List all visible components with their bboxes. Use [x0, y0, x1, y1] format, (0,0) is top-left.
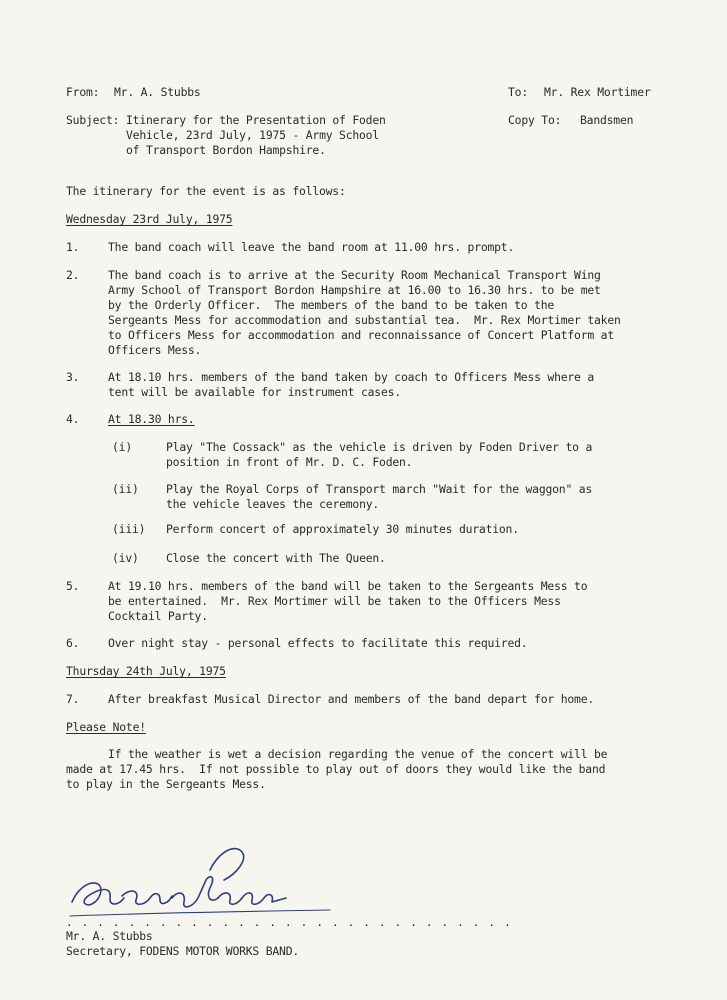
signatory-title: Secretary, FODENS MOTOR WORKS BAND.: [66, 944, 300, 958]
item-2-number: 2.: [66, 268, 80, 282]
item-2-line: by the Orderly Officer. The members of the band to be taken to the: [108, 298, 555, 312]
signatory-name: Mr. A. Stubbs: [66, 929, 153, 943]
item-2-line: to Officers Mess for accommodation and reconnaissance of Concert Platform at: [108, 328, 614, 342]
to-label: To:: [508, 85, 528, 99]
item-4-number: 4.: [66, 412, 80, 426]
subitem-iii-number: (iii): [112, 522, 146, 536]
subitem-ii-number: (ii): [112, 482, 139, 496]
item-6-line: Over night stay - personal effects to facilitate this required.: [108, 636, 528, 650]
item-3-line: tent will be available for instrument cases.: [108, 385, 401, 399]
item-4-heading: At 18.30 hrs.: [108, 412, 195, 426]
from-name: Mr. A. Stubbs: [114, 85, 201, 99]
copy-name: Bandsmen: [580, 113, 634, 127]
to-name: Mr. Rex Mortimer: [544, 85, 651, 99]
subitem-ii-line: the vehicle leaves the ceremony.: [166, 497, 380, 511]
day1-heading: Wednesday 23rd July, 1975: [66, 212, 233, 226]
note-line: made at 17.45 hrs. If not possible to play out of doors they would like the band: [66, 762, 606, 776]
item-2-line: Officers Mess.: [108, 343, 202, 357]
item-3-number: 3.: [66, 370, 80, 384]
subject-line-1: Itinerary for the Presentation of Foden: [126, 113, 386, 127]
item-5-line: Cocktail Party.: [108, 609, 208, 623]
subitem-i-line: position in front of Mr. D. C. Foden.: [166, 455, 413, 469]
subject-label: Subject:: [66, 113, 120, 127]
item-2-line: The band coach is to arrive at the Security Room Mechanical Transport Wing: [108, 268, 601, 282]
item-5-line: be entertained. Mr. Rex Mortimer will be taken to the Officers Mess: [108, 594, 561, 608]
subject-line-2: Vehicle, 23rd July, 1975 - Army School: [126, 128, 379, 142]
subitem-iii-line: Perform concert of approximately 30 minutes duration.: [166, 522, 519, 536]
day2-heading: Thursday 24th July, 1975: [66, 664, 226, 678]
item-1-line: The band coach will leave the band room at 11.00 hrs. prompt.: [108, 240, 515, 254]
note-line: to play in the Sergeants Mess.: [66, 777, 266, 791]
subitem-iv-number: (iv): [112, 551, 139, 565]
item-5-line: At 19.10 hrs. members of the band will be taken to the Sergeants Mess to: [108, 579, 588, 593]
item-7-number: 7.: [66, 692, 80, 706]
subitem-i-line: Play "The Cossack" as the vehicle is driven by Foden Driver to a: [166, 440, 593, 454]
item-7-line: After breakfast Musical Director and members of the band depart for home.: [108, 692, 595, 706]
signature-dotted-line: . . . . . . . . . . . . . . . . . . . . . . . . . . . . .: [66, 916, 512, 929]
note-line: If the weather is wet a decision regarding the venue of the concert will be: [108, 747, 608, 761]
item-5-number: 5.: [66, 579, 80, 593]
item-2-line: Army School of Transport Bordon Hampshire at 16.00 to 16.30 hrs. to be met: [108, 283, 601, 297]
copy-label: Copy To:: [508, 113, 562, 127]
note-label: Please Note!: [66, 720, 146, 734]
subitem-iv-line: Close the concert with The Queen.: [166, 551, 386, 565]
item-2-line: Sergeants Mess for accommodation and substantial tea. Mr. Rex Mortimer taken: [108, 313, 621, 327]
item-6-number: 6.: [66, 636, 80, 650]
subitem-i-number: (i): [112, 440, 132, 454]
intro-text: The itinerary for the event is as follows:: [66, 184, 346, 198]
item-1-number: 1.: [66, 240, 80, 254]
subject-line-3: of Transport Bordon Hampshire.: [126, 143, 326, 157]
from-label: From:: [66, 85, 100, 99]
item-3-line: At 18.10 hrs. members of the band taken by coach to Officers Mess where a: [108, 370, 595, 384]
subitem-ii-line: Play the Royal Corps of Transport march "Wait for the waggon" as: [166, 482, 593, 496]
